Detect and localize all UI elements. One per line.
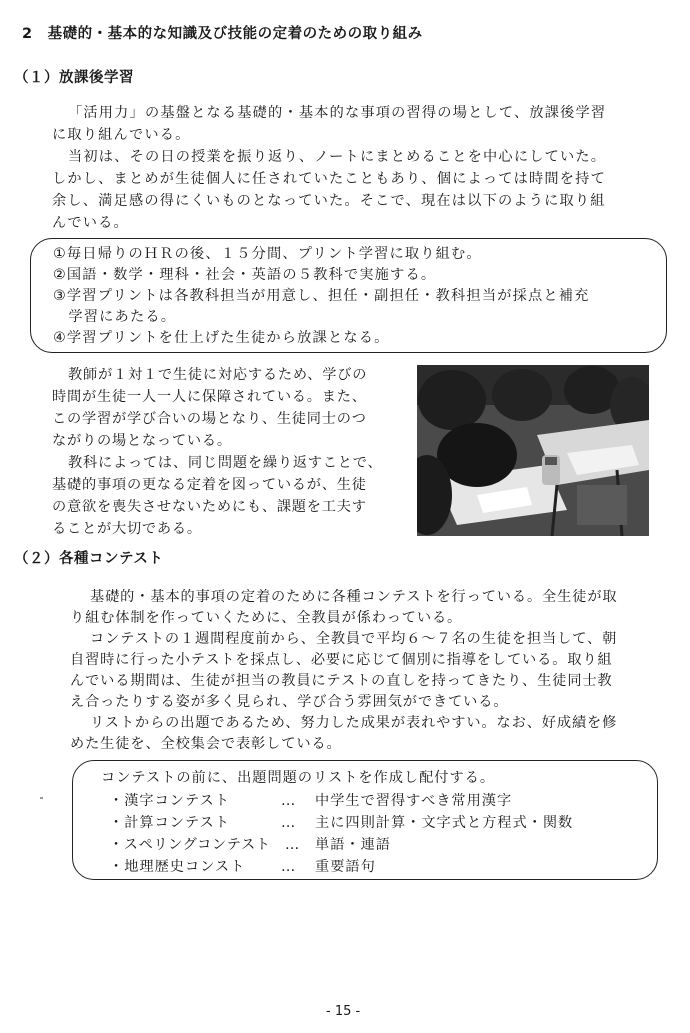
paragraph-line: 基礎的・基本的事項の定着のために各種コンテストを行っている。全生徒が取 <box>90 589 618 605</box>
paragraph-line: んでいる期間は、生徒が担当の教員にテストの直しを持ってきたり、生徒同士教 <box>70 673 613 689</box>
paragraph-line: に取り組んでいる。 <box>52 127 191 143</box>
paragraph-line: 余し、満足感の得にくいものとなっていた。そこで、現在は以下のように取り組 <box>52 193 606 209</box>
procedure-box <box>30 238 667 353</box>
contest-separator: … <box>281 815 297 831</box>
contest-desc: 単語・連語 <box>315 837 391 853</box>
paragraph-line: 教師が１対１で生徒に対応するため、学びの <box>68 367 368 383</box>
paragraph-line: 「活用力」の基盤となる基礎的・基本的な事項の習得の場として、放課後学習 <box>68 105 607 121</box>
paragraph-line: 教科によっては、同じ問題を繰り返すことで、 <box>68 455 383 471</box>
contest-desc: 重要語句 <box>315 859 376 875</box>
contest-separator: … <box>285 837 301 853</box>
procedure-item: ①毎日帰りのＨＲの後、１５分間、プリント学習に取り組む。 <box>53 246 482 262</box>
paragraph-line: ながりの場となっている。 <box>52 433 232 449</box>
paragraph-line: めた生徒を、全校集会で表彰している。 <box>70 736 342 752</box>
section-title: 2 基礎的・基本的な知識及び技能の定着のための取り組み <box>22 26 423 42</box>
contest-name: ・スペリングコンテスト <box>109 837 271 853</box>
contest-name: ・地理歴史コンスト <box>109 859 246 875</box>
scan-speck <box>40 797 43 799</box>
procedure-item: ④学習プリントを仕上げた生徒から放課となる。 <box>53 330 390 346</box>
contest-desc: 主に四則計算・文字式と方程式・関数 <box>315 815 574 831</box>
paragraph-line: の意欲を喪失させないためにも、課題を工夫す <box>52 499 367 515</box>
paragraph-line: しかし、まとめが生徒個人に任されていたこともあり、個によっては時間を持て <box>52 171 606 187</box>
paragraph-line: この学習が学び合いの場となり、生徒同士のつ <box>52 411 367 427</box>
contest-desc: 中学生で習得すべき常用漢字 <box>315 793 513 809</box>
classroom-photo-image <box>417 365 649 536</box>
contest-box <box>72 760 658 880</box>
procedure-item: ②国語・数学・理科・社会・英語の５教科で実施する。 <box>53 267 437 283</box>
paragraph-line: 自習時に行った小テストを採点し、必要に応じて個別に指導をしている。取り組 <box>70 652 613 668</box>
contest-separator: … <box>281 859 297 875</box>
paragraph-line: 時間が生徒一人一人に保障されている。また、 <box>52 389 367 405</box>
paragraph-line: り組む体制を作っていくために、全教員が係わっている。 <box>70 610 463 626</box>
paragraph-line: 当初は、その日の授業を振り返り、ノートにまとめることを中心にしていた。 <box>68 149 607 165</box>
contest-name: ・漢字コンテスト <box>109 793 230 809</box>
paragraph-line: コンテストの１週間程度前から、全教員で平均６～７名の生徒を担当して、朝 <box>90 631 618 647</box>
contest-separator: … <box>281 793 297 809</box>
page-number: - 15 - <box>326 1004 361 1019</box>
paragraph-line: リストからの出題であるため、努力した成果が表れやすい。なお、好成績を修 <box>90 715 618 731</box>
classroom-photo <box>417 365 649 536</box>
paragraph-line: ることが大切である。 <box>52 521 202 537</box>
subsection-title-2: （２）各種コンテスト <box>14 551 164 567</box>
paragraph-line: え合ったりする姿が多く見られ、学び合う雰囲気ができている。 <box>70 694 509 710</box>
procedure-item: ③学習プリントは各教科担当が用意し、担任・副担任・教科担当が採点と補充 <box>53 288 590 304</box>
subsection-title-1: （１）放課後学習 <box>14 70 134 86</box>
contest-name: ・計算コンテスト <box>109 815 230 831</box>
paragraph-line: 基礎的事項の更なる定着を図っているが、生徒 <box>52 477 367 493</box>
paragraph-line: んでいる。 <box>52 215 129 231</box>
procedure-item: 学習にあたる。 <box>53 309 177 325</box>
contest-box-header: コンテストの前に、出題問題のリストを作成し配付する。 <box>101 770 496 786</box>
